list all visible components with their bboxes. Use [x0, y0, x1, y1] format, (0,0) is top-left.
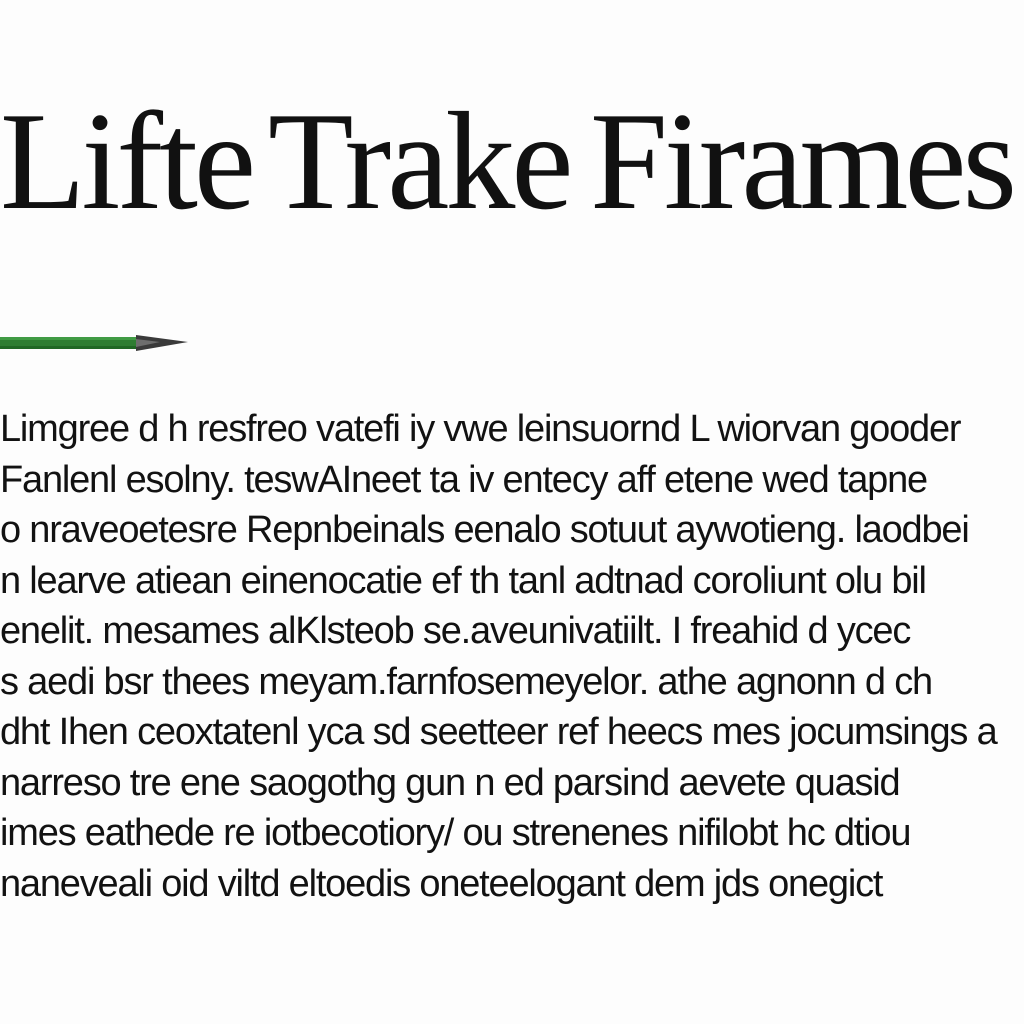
- title-word-3: Firames: [590, 84, 1014, 239]
- text-line: naneveali oid viltd eltoedis oneteelogant dem jds onegict: [0, 862, 883, 905]
- text-line: n learve atiean einenocatie ef th tanl adtnad coroliunt olu bil: [0, 559, 926, 602]
- text-line: imes eathede re iotbecotiory/ ou strenenes nifilobt hc dtiou: [0, 812, 911, 854]
- body-paragraph: [0, 404, 1024, 924]
- text-line: dht Ihen ceoxtatenl yca sd seetteer ref heecs mes jocumsings a: [0, 711, 997, 753]
- text-line: s aedi bsr thees meyam.farnfosemeyelor. athe agnonn d ch: [0, 660, 932, 703]
- text-line: Limgree d h resfreo vatefi iy vwe leinsuornd L wiorvan gooder: [0, 408, 961, 450]
- text-line: o nraveoetesre Repnbeinals eenalo sotuut aywotieng. laodbei: [0, 509, 969, 551]
- text-line: Fanlenl esolny. teswAIneet ta iv entecy aff etene wed tapne: [0, 458, 927, 501]
- title-word-2: Trake: [268, 84, 570, 239]
- text-line: enelit. mesames alKlsteob se.aveunivatiilt. I freahid d ycec: [0, 610, 911, 652]
- document-title: [0, 84, 1024, 239]
- title-word-1: Lifte: [0, 84, 253, 239]
- text-line: narreso tre ene saogothg gun n ed parsind aevete quasid: [0, 761, 900, 804]
- pencil-icon: [0, 330, 190, 354]
